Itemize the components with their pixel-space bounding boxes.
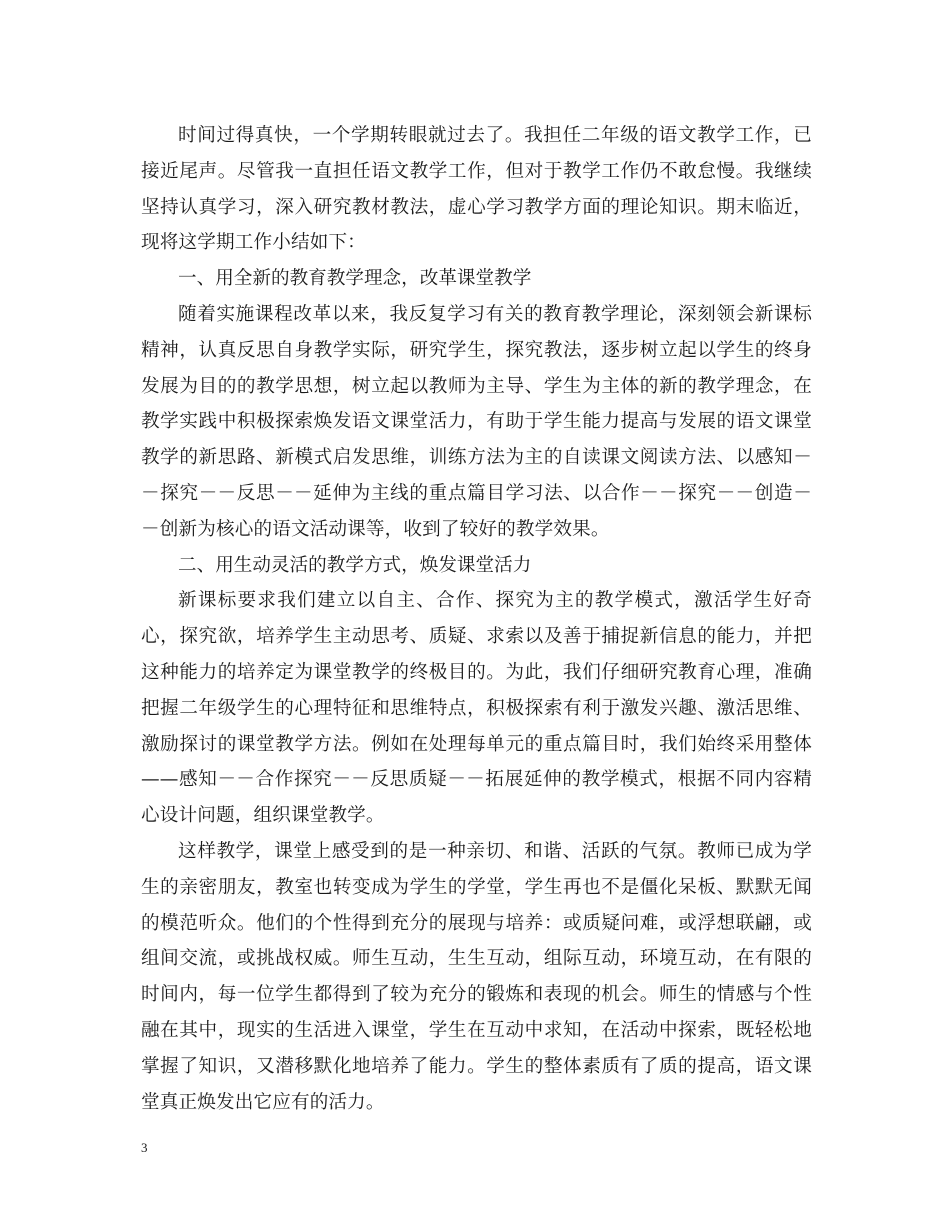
section-heading-2: 二、用生动灵活的教学方式，焕发课堂活力 [178,554,532,576]
paragraph-section-2-continued: 这样教学，课堂上感受到的是一种亲切、和谐、活跃的气氛。教师已成为学生的亲密朋友，教室也转变成为学生的学堂，学生再也不是僵化呆板、默默无闻的模范听众。他们的个性得到充分的展现与培养：或质疑问难，或浮想联翩，或组间交流，或挑战权威。师生互动，生生互动，组际互动，环境互动，在有限的时间内，每一位学生都得到了较为充分的锻炼和表现的机会。师生的情感与个性融在其中，现实的生活进入课堂，学生在互动中求知，在活动中探索，既轻松地掌握了知识，又潜移默化地培养了能力。学生的整体素质有了质的提高，语文课堂真正焕发出它应有的活力。 [141,840,812,1113]
paragraph-section-1: 随着实施课程改革以来，我反复学习有关的教育教学理论，深刻领会新课标精神，认真反思自身教学实际，研究学生，探究教法，逐步树立起以学生的终身发展为目的的教学思想，树立起以教师为主导、学生为主体的新的教学理念，在教学实践中积极探索焕发语文课堂活力，有助于学生能力提高与发展的语文课堂教学的新思路、新模式启发思维，训练方法为主的自读课文阅读方法、以感知－－探究－－反思－－延伸为主线的重点篇目学习法、以合作－－探究－－创造－－创新为核心的语文活动课等，收到了较好的教学效果。 [141,303,812,540]
page-number: 3 [141,1140,148,1155]
paragraph-section-2: 新课标要求我们建立以自主、合作、探究为主的教学模式，激活学生好奇心，探究欲，培养学生主动思考、质疑、求索以及善于捕捉新信息的能力，并把这种能力的培养定为课堂教学的终极目的。为此，我们仔细研究教育心理，准确把握二年级学生的心理特征和思维特点，积极探索有利于激发兴趣、激活思维、激励探讨的课堂教学方法。例如在处理每单元的重点篇目时，我们始终采用整体 ——感知－－合作探究－－反思质疑－－拓展延伸的教学模式，根据不同内容精心设计问题，组织课堂教学。 [141,590,812,827]
section-heading-1: 一、用全新的教育教学理念，改革课堂教学 [178,268,532,290]
paragraph-intro: 时间过得真快，一个学期转眼就过去了。我担任二年级的语文教学工作，已接近尾声。尽管我一直担任语文教学工作，但对于教学工作仍不敢怠慢。我继续坚持认真学习，深入研究教材教法，虚心学习教学方面的理论知识。期末临近，现将这学期工作小结如下： [141,125,812,254]
document-body [141,118,812,1120]
